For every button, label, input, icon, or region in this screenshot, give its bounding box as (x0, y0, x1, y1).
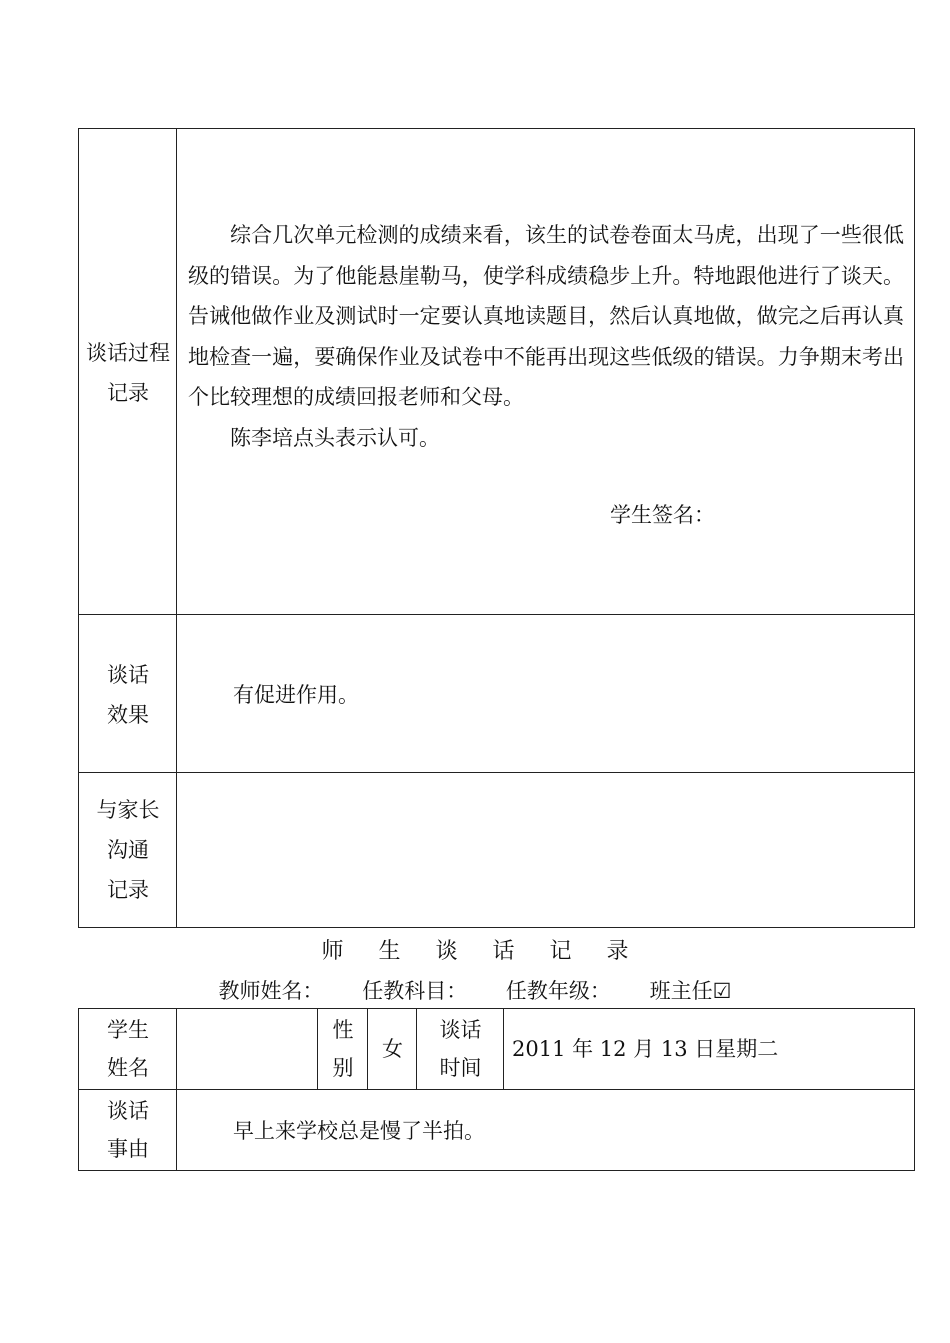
effect-label-line-2: 效果 (107, 703, 149, 727)
parent-label-line-2: 沟通 (107, 838, 149, 862)
student-signature-label: 学生签名： (610, 503, 715, 527)
talk-time-label (418, 1011, 503, 1087)
page-title (0, 934, 950, 965)
table-bottom-divider-time-right (503, 1008, 504, 1089)
talk-reason-value: 早上来学校总是慢了半拍。 (233, 1119, 485, 1143)
head-teacher-checkbox[interactable]: 班主任☑ (649, 979, 732, 1003)
table-bottom-divider-gender-left (317, 1008, 318, 1089)
process-label: 谈话过程记录 (86, 341, 170, 405)
parent-communication-label (86, 790, 170, 910)
effect-value: 有促进作用。 (233, 683, 359, 707)
gender-value: 女 (382, 1037, 403, 1061)
title-char: 生 (378, 939, 401, 964)
process-acknowledgement: 陈李培点头表示认可。 (230, 425, 440, 450)
talk-reason-label (86, 1092, 170, 1168)
gender-label-line-2: 别 (332, 1056, 354, 1080)
title-char: 师 (321, 939, 344, 964)
title-char: 录 (606, 939, 629, 964)
title-char: 谈 (435, 939, 458, 964)
table-bottom-row-divider (78, 1089, 915, 1090)
talk-time-value: 2011 年 12 月 13 日星期二 (512, 1037, 779, 1061)
teacher-info-line (0, 975, 950, 1005)
effect-label-line-1: 谈话 (107, 663, 149, 687)
talk-time-label-line-1: 谈话 (439, 1018, 482, 1042)
talk-reason-label-line-1: 谈话 (107, 1099, 149, 1123)
gender-label-line-1: 性 (332, 1018, 354, 1042)
student-name-label (86, 1011, 170, 1087)
talk-reason-label-line-2: 事由 (107, 1137, 149, 1161)
table-bottom-divider-gender-right (367, 1008, 368, 1089)
table-bottom-divider-value-left (416, 1008, 417, 1089)
student-name-label-line-2: 姓名 (107, 1056, 149, 1080)
process-content (188, 215, 904, 458)
effect-label (86, 655, 170, 735)
subject-field: 任教科目： (362, 979, 468, 1003)
table-top-row-divider-1 (78, 614, 915, 615)
table-bottom-column-divider (176, 1008, 177, 1171)
grade-field: 任教年级： (505, 979, 611, 1003)
parent-label-line-1: 与家长 (96, 798, 160, 822)
title-char: 记 (549, 939, 572, 964)
title-char: 话 (492, 939, 515, 964)
table-top-row-divider-2 (78, 772, 915, 773)
student-name-label-line-1: 学生 (107, 1018, 149, 1042)
gender-label (319, 1011, 367, 1087)
teacher-name-field: 教师姓名： (218, 979, 324, 1003)
process-paragraph: 综合几次单元检测的成绩来看，该生的试卷卷面太马虎，出现了一些很低级的错误。为了他能悬崖勒马，使学科成绩稳步上升。特地跟他进行了谈天。告诫他做作业及测试时一定要认真地读题目，然后认真地做，做完之后再认真地检查一遍，要确保作业及试卷中不能再出现这些低级的错误。力争期末考出个比较理想的成绩回报老师和父母。 (188, 223, 904, 409)
talk-time-label-line-2: 时间 (439, 1056, 482, 1080)
parent-label-line-3: 记录 (107, 878, 149, 902)
table-top-column-divider (176, 128, 177, 928)
